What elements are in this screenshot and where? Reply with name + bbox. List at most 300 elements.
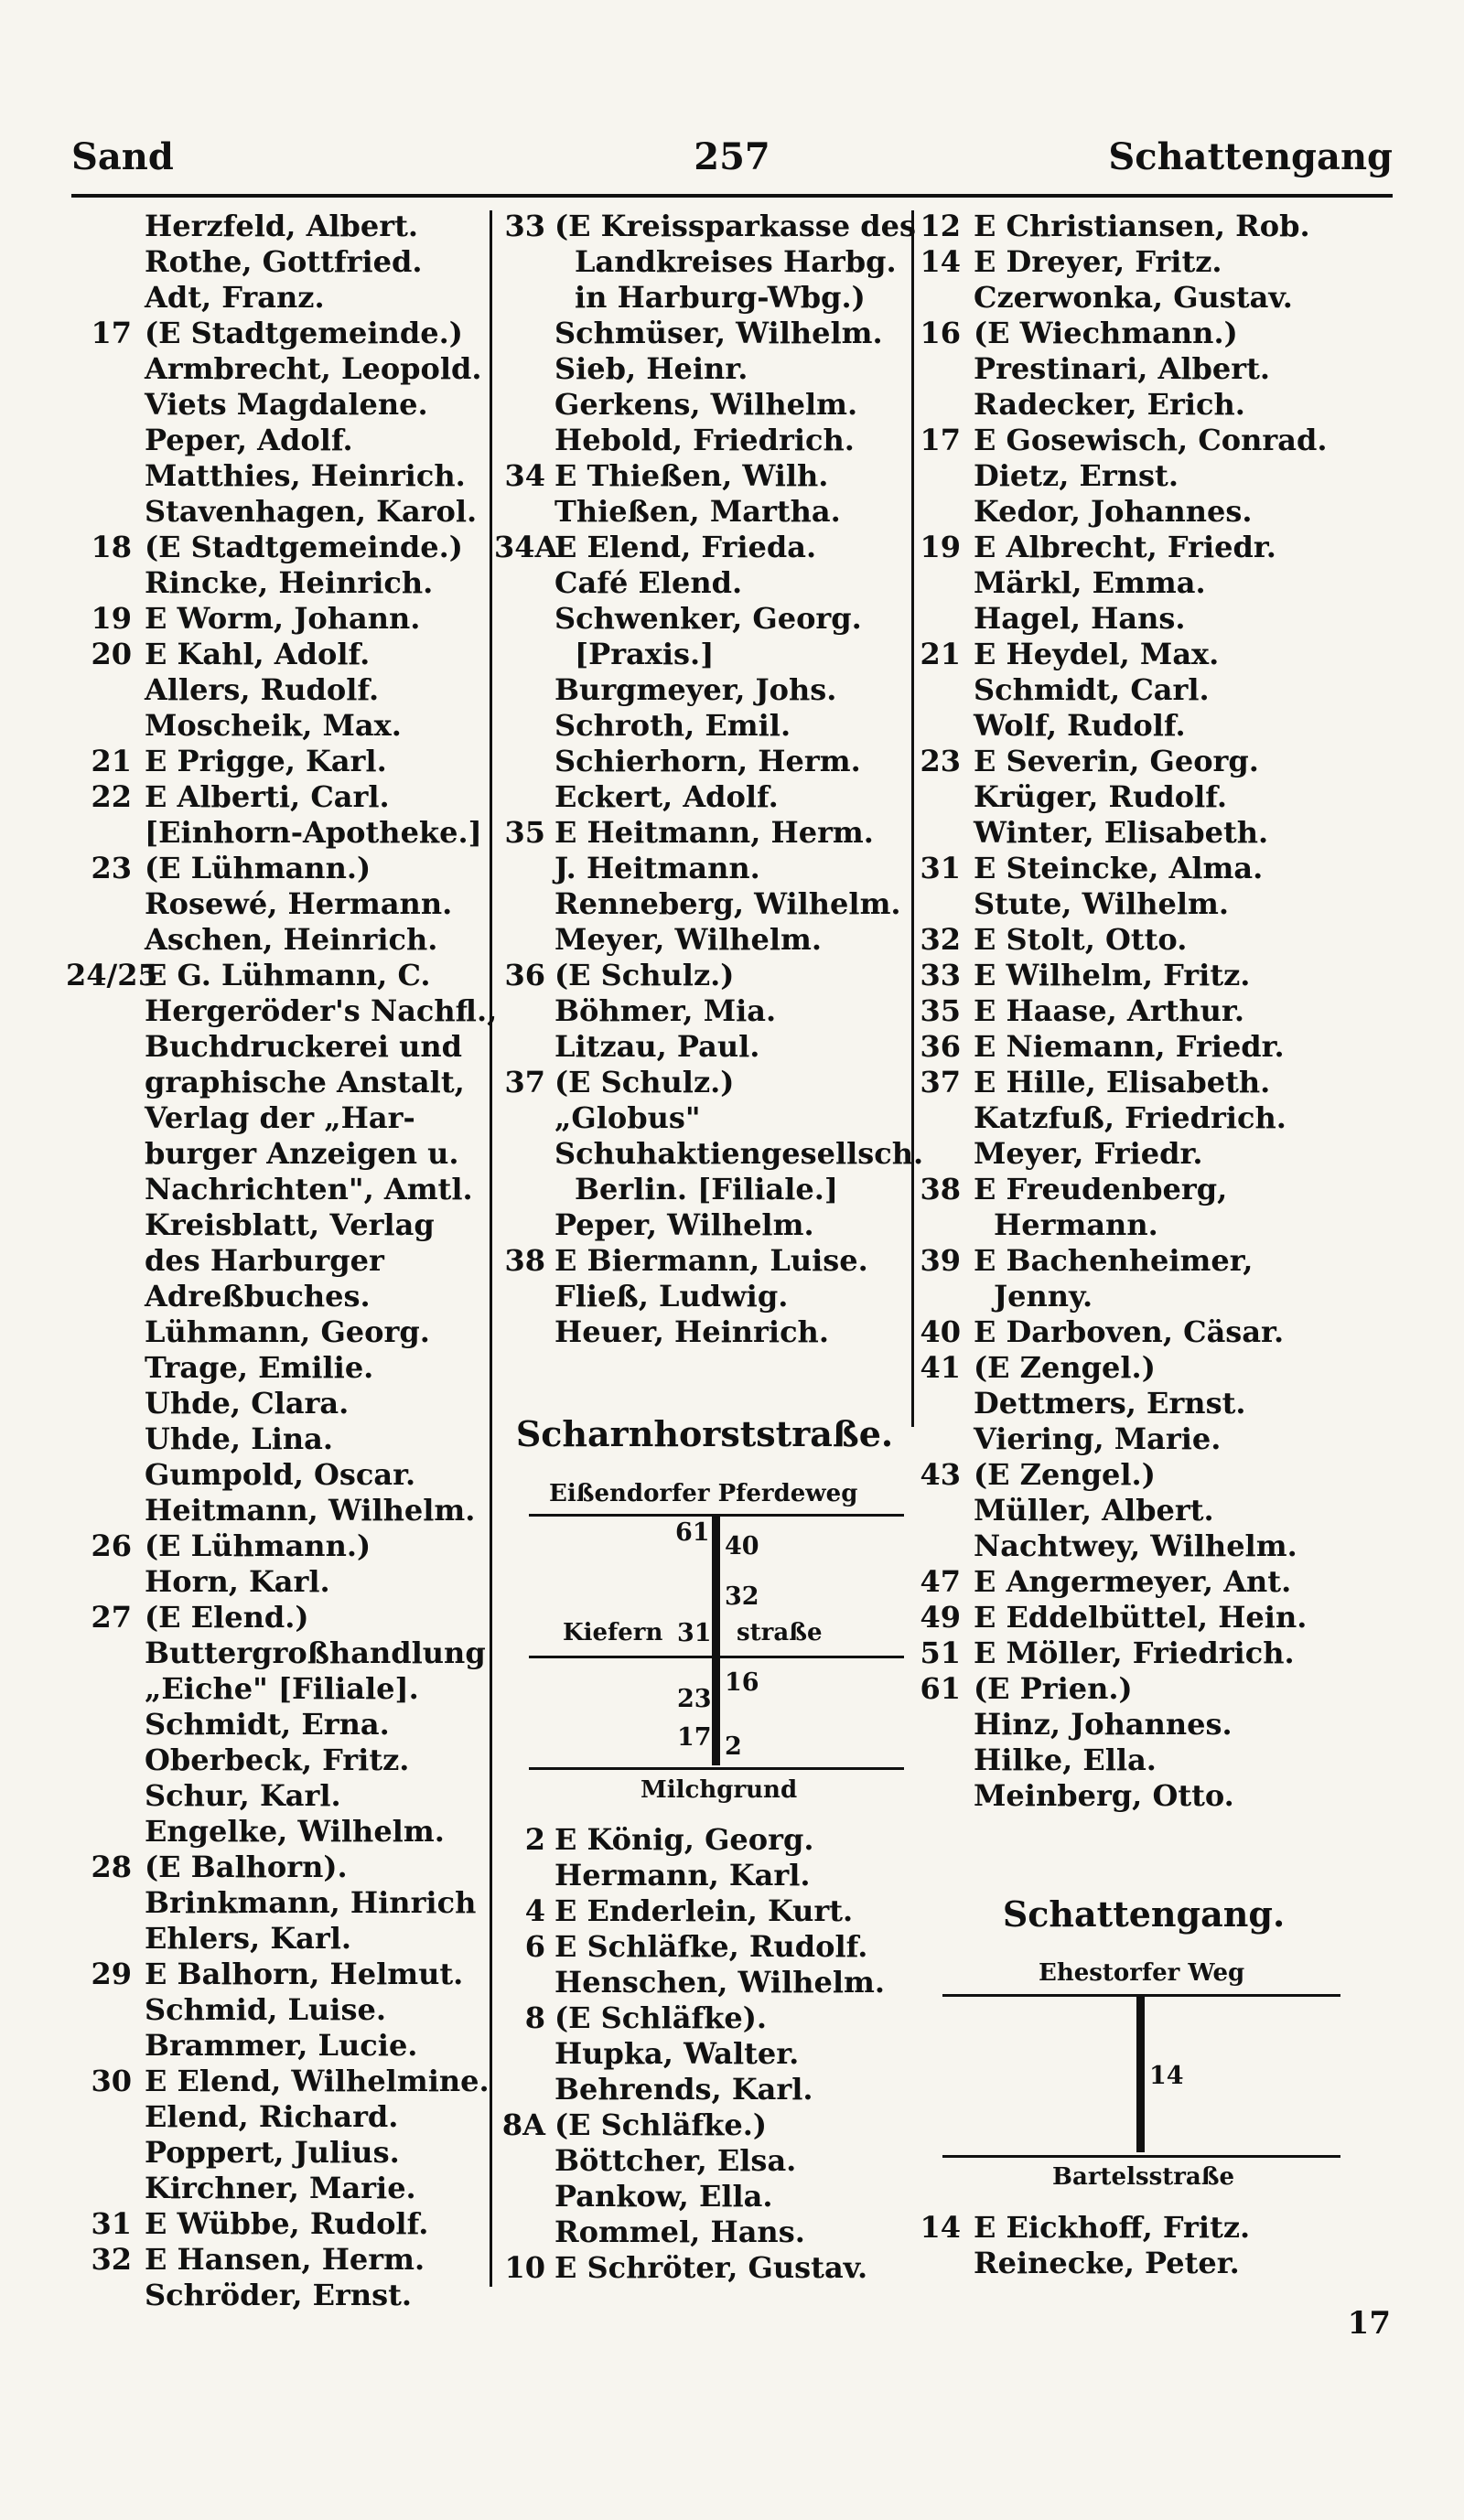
directory-entry — [494, 1279, 910, 1314]
column-2-lower — [494, 1822, 910, 2286]
house-number: 40 — [920, 1314, 961, 1349]
house-number: 31 — [91, 2206, 132, 2241]
resident-name: (E Stadtgemeinde.) — [145, 530, 463, 564]
scharnhorst-bottom-street: Milchgrund — [640, 1776, 798, 1804]
directory-entry — [66, 1814, 489, 1850]
directory-entry — [915, 2210, 1354, 2246]
directory-entry — [915, 922, 1354, 958]
directory-entry — [494, 779, 910, 815]
resident-name: Oberbeck, Fritz. — [145, 1743, 410, 1777]
resident-name: Prestinari, Albert. — [974, 351, 1271, 386]
directory-entry — [66, 1457, 489, 1493]
column-3-lower — [915, 2210, 1354, 2281]
resident-name: Schroth, Emil. — [554, 708, 791, 743]
directory-entry — [494, 958, 910, 993]
directory-entry — [494, 1207, 910, 1243]
directory-entry — [494, 458, 910, 494]
resident-name: E Wilhelm, Fritz. — [974, 958, 1251, 992]
directory-entry — [66, 779, 489, 815]
directory-entry — [494, 1893, 910, 1929]
house-number: 12 — [920, 209, 961, 243]
directory-entry — [494, 2250, 910, 2286]
house-number: 27 — [91, 1600, 132, 1635]
directory-entry — [66, 1493, 489, 1528]
directory-entry — [494, 2000, 910, 2036]
directory-entry — [66, 672, 489, 708]
resident-name: Reinecke, Peter. — [974, 2246, 1240, 2280]
house-number: 41 — [920, 1350, 961, 1385]
resident-name: (E Balhorn). — [145, 1850, 348, 1884]
directory-entry — [915, 458, 1354, 494]
directory-entry — [915, 1029, 1354, 1065]
resident-name: E Möller, Friedrich. — [974, 1635, 1295, 1670]
directory-entry — [494, 2072, 910, 2107]
resident-name: (E Schläfke). — [554, 2000, 767, 2035]
house-number: 33 — [920, 958, 961, 992]
directory-entry — [66, 2028, 489, 2064]
resident-name: Ehlers, Karl. — [145, 1921, 352, 1956]
directory-entry — [494, 2107, 910, 2143]
resident-name: Herzfeld, Albert. — [145, 209, 419, 243]
house-number: 32 — [725, 1582, 759, 1611]
resident-name: Hermann. — [994, 1207, 1158, 1242]
resident-name: E Albrecht, Friedr. — [974, 530, 1276, 564]
resident-name: Böttcher, Elsa. — [554, 2143, 797, 2178]
resident-name: Renneberg, Wilhelm. — [554, 886, 901, 921]
directory-entry — [66, 1314, 489, 1350]
resident-name: Kedor, Johannes. — [974, 494, 1253, 529]
directory-entry — [915, 1386, 1354, 1421]
resident-name: Engelke, Wilhelm. — [145, 1814, 445, 1849]
directory-entry — [66, 1921, 489, 1957]
resident-name: E Angermeyer, Ant. — [974, 1564, 1292, 1599]
scharnhorst-street-bar — [712, 1517, 720, 1765]
resident-name: E Worm, Johann. — [145, 601, 421, 636]
directory-entry — [915, 1600, 1354, 1635]
directory-entry — [66, 851, 489, 886]
resident-name: burger Anzeigen u. — [145, 1136, 459, 1171]
house-number: 24/25 — [66, 958, 158, 992]
resident-name: E Eddelbüttel, Hein. — [974, 1600, 1308, 1635]
resident-name: E Niemann, Friedr. — [974, 1029, 1285, 1064]
resident-name: E Christiansen, Rob. — [974, 209, 1310, 243]
directory-entry — [915, 280, 1354, 316]
resident-name: Uhde, Clara. — [145, 1386, 350, 1421]
resident-name: E Balhorn, Helmut. — [145, 1957, 464, 1991]
directory-entry — [66, 1065, 489, 1100]
resident-name: E Stolt, Otto. — [974, 922, 1188, 957]
resident-name: E Prigge, Karl. — [145, 744, 387, 778]
house-number: 31 — [677, 1619, 712, 1647]
directory-entry — [66, 2278, 489, 2313]
resident-name: Henschen, Wilhelm. — [554, 1965, 885, 2000]
directory-entry — [66, 922, 489, 958]
resident-name: Meyer, Friedr. — [974, 1136, 1203, 1171]
directory-entry — [494, 423, 910, 458]
resident-name: E Biermann, Luise. — [554, 1243, 868, 1278]
resident-name: (E Stadtgemeinde.) — [145, 316, 463, 350]
house-number: 17 — [920, 423, 961, 457]
resident-name: (E Kreissparkasse des — [554, 209, 917, 243]
directory-entry — [66, 2099, 489, 2135]
resident-name: E Heydel, Max. — [974, 637, 1220, 671]
resident-name: Hupka, Walter. — [554, 2036, 800, 2071]
schattengang-top-street: Ehestorfer Weg — [1039, 1959, 1245, 1987]
directory-entry — [494, 2214, 910, 2250]
column-divider-2 — [911, 210, 914, 1427]
directory-entry — [915, 637, 1354, 672]
directory-entry — [915, 1279, 1354, 1314]
footer-number: 17 — [1347, 2305, 1391, 2342]
house-number: 21 — [91, 744, 132, 778]
directory-entry — [915, 958, 1354, 993]
resident-name: graphische Anstalt, — [145, 1065, 465, 1099]
resident-name: E Dreyer, Fritz. — [974, 244, 1222, 279]
house-number: 17 — [677, 1723, 712, 1752]
directory-entry — [494, 280, 910, 316]
directory-entry — [66, 1885, 489, 1921]
house-number: 43 — [920, 1457, 961, 1492]
house-number: 38 — [920, 1172, 961, 1206]
directory-entry — [915, 744, 1354, 779]
resident-name: Pankow, Ella. — [554, 2179, 773, 2214]
directory-entry — [915, 1635, 1354, 1671]
directory-entry — [915, 1457, 1354, 1493]
directory-entry — [915, 2246, 1354, 2281]
resident-name: Hinz, Johannes. — [974, 1707, 1233, 1742]
resident-name: Burgmeyer, Johs. — [554, 672, 837, 707]
cross-street-line — [529, 1656, 904, 1658]
directory-entry — [66, 1172, 489, 1207]
directory-entry — [66, 1600, 489, 1635]
resident-name: Peper, Wilhelm. — [554, 1207, 814, 1242]
directory-entry — [494, 316, 910, 351]
resident-name: Verlag der „Har- — [145, 1100, 415, 1135]
house-number: 29 — [91, 1957, 132, 1991]
house-number: 31 — [920, 851, 961, 885]
house-number: 16 — [725, 1668, 759, 1697]
directory-entry — [66, 637, 489, 672]
directory-entry — [66, 280, 489, 316]
directory-entry — [494, 744, 910, 779]
directory-entry — [66, 1207, 489, 1243]
resident-name: Rommel, Hans. — [554, 2214, 805, 2249]
resident-name: E Eickhoff, Fritz. — [974, 2210, 1251, 2245]
directory-entry — [915, 1707, 1354, 1743]
resident-name: E Heitmann, Herm. — [554, 815, 874, 850]
resident-name: Uhde, Lina. — [145, 1421, 333, 1456]
resident-name: (E Schulz.) — [554, 958, 735, 992]
resident-name: Aschen, Heinrich. — [145, 922, 438, 957]
directory-entry — [494, 1858, 910, 1893]
house-number: 40 — [725, 1532, 759, 1560]
column-3 — [915, 209, 1354, 1814]
resident-name: „Eiche" [Filiale]. — [145, 1671, 419, 1706]
directory-entry — [915, 316, 1354, 351]
resident-name: Wolf, Rudolf. — [974, 708, 1186, 743]
house-number: 47 — [920, 1564, 961, 1599]
scharnhorst-top-street: Eißendorfer Pferdeweg — [549, 1480, 858, 1507]
directory-entry — [494, 815, 910, 851]
directory-entry — [494, 351, 910, 387]
resident-name: J. Heitmann. — [554, 851, 760, 885]
house-number: 51 — [920, 1635, 961, 1670]
directory-entry — [494, 1965, 910, 2000]
resident-name: Meyer, Wilhelm. — [554, 922, 823, 957]
resident-name: [Praxis.] — [575, 637, 715, 671]
house-number: 36 — [920, 1029, 961, 1064]
cross-street-right: straße — [737, 1619, 823, 1646]
directory-entry — [915, 387, 1354, 423]
column-2 — [494, 209, 924, 1350]
directory-entry — [494, 1243, 910, 1279]
directory-entry — [66, 601, 489, 637]
resident-name: Café Elend. — [554, 565, 743, 600]
directory-entry — [66, 1386, 489, 1421]
directory-entry — [494, 672, 910, 708]
resident-name: Nachtwey, Wilhelm. — [974, 1528, 1297, 1563]
resident-name: Kreisblatt, Verlag — [145, 1207, 435, 1242]
directory-entry — [915, 1528, 1354, 1564]
directory-entry — [66, 993, 498, 1029]
resident-name: „Globus" — [554, 1100, 701, 1135]
resident-name: Armbrecht, Leopold. — [145, 351, 482, 386]
directory-entry — [915, 672, 1354, 708]
directory-entry — [66, 423, 489, 458]
house-number: 61 — [675, 1518, 710, 1547]
house-number: 22 — [91, 779, 132, 814]
resident-name: Adreßbuches. — [145, 1279, 371, 1314]
directory-entry — [66, 958, 489, 993]
directory-entry — [915, 1743, 1354, 1778]
resident-name: E Bachenheimer, — [974, 1243, 1254, 1278]
resident-name: Moscheik, Max. — [145, 708, 402, 743]
scharnhorst-title: Scharnhorststraße. — [515, 1413, 894, 1454]
resident-name: E König, Georg. — [554, 1822, 814, 1857]
directory-entry — [66, 2206, 489, 2242]
resident-name: Peper, Adolf. — [145, 423, 353, 457]
directory-entry — [66, 244, 489, 280]
directory-entry — [915, 601, 1354, 637]
directory-entry — [66, 1350, 489, 1386]
directory-entry — [66, 530, 489, 565]
house-number: 37 — [920, 1065, 961, 1099]
directory-entry — [66, 1850, 489, 1885]
directory-entry — [494, 1172, 910, 1207]
directory-entry — [66, 494, 489, 530]
resident-name: Schierhorn, Herm. — [554, 744, 861, 778]
directory-entry — [494, 1136, 924, 1172]
resident-name: E Enderlein, Kurt. — [554, 1893, 854, 1928]
resident-name: Hilke, Ella. — [974, 1743, 1157, 1777]
resident-name: Schmüser, Wilhelm. — [554, 316, 883, 350]
resident-name: Stavenhagen, Karol. — [145, 494, 478, 529]
directory-entry — [915, 993, 1354, 1029]
directory-entry — [66, 1743, 489, 1778]
resident-name: Nachrichten", Amtl. — [145, 1172, 473, 1206]
resident-name: (E Lühmann.) — [145, 851, 371, 885]
resident-name: E Hille, Elisabeth. — [974, 1065, 1271, 1099]
house-number: 8 — [524, 2000, 545, 2035]
resident-name: (E Zengel.) — [974, 1457, 1156, 1492]
directory-entry — [494, 244, 910, 280]
directory-entry — [494, 494, 910, 530]
directory-entry — [494, 708, 910, 744]
directory-entry — [494, 601, 910, 637]
house-number: 39 — [920, 1243, 961, 1278]
directory-entry — [66, 886, 489, 922]
directory-entry — [494, 387, 910, 423]
resident-name: Berlin. [Filiale.] — [575, 1172, 838, 1206]
resident-name: Kirchner, Marie. — [145, 2171, 416, 2205]
resident-name: E Elend, Wilhelmine. — [145, 2064, 490, 2098]
directory-entry — [66, 1671, 489, 1707]
resident-name: Hebold, Friedrich. — [554, 423, 855, 457]
directory-entry — [66, 1243, 489, 1279]
directory-entry — [915, 209, 1354, 244]
directory-entry — [66, 1421, 489, 1457]
directory-entry — [66, 1528, 489, 1564]
directory-entry — [66, 565, 489, 601]
directory-entry — [915, 851, 1354, 886]
house-number: 32 — [91, 2242, 132, 2277]
directory-entry — [66, 1136, 489, 1172]
resident-name: Landkreises Harbg. — [575, 244, 897, 279]
resident-name: Dietz, Ernst. — [974, 458, 1179, 493]
house-number: 17 — [91, 316, 132, 350]
directory-entry — [915, 779, 1354, 815]
directory-entry — [915, 815, 1354, 851]
header-left: Sand — [71, 135, 174, 178]
resident-name: E Elend, Frieda. — [554, 530, 817, 564]
house-number: 20 — [91, 637, 132, 671]
resident-name: E Gosewisch, Conrad. — [974, 423, 1328, 457]
house-number: 37 — [504, 1065, 545, 1099]
directory-entry — [66, 2242, 489, 2278]
resident-name: Lühmann, Georg. — [145, 1314, 430, 1349]
schattengang-title: Schattengang. — [1002, 1893, 1286, 1935]
resident-name: E Freudenberg, — [974, 1172, 1228, 1206]
resident-name: (E Wiechmann.) — [974, 316, 1238, 350]
directory-entry — [66, 1957, 489, 1992]
directory-entry — [915, 1671, 1354, 1707]
directory-entry — [66, 708, 489, 744]
cross-street-left: Kiefern — [563, 1619, 663, 1646]
resident-name: Elend, Richard. — [145, 2099, 399, 2134]
header-right: Schattengang — [1108, 135, 1393, 178]
column-divider-1 — [490, 210, 492, 2287]
resident-name: Stute, Wilhelm. — [974, 886, 1230, 921]
resident-name: Märkl, Emma. — [974, 565, 1206, 600]
house-number: 4 — [524, 1893, 545, 1928]
house-number: 6 — [524, 1929, 545, 1964]
directory-entry — [915, 708, 1354, 744]
resident-name: Heuer, Heinrich. — [554, 1314, 829, 1349]
resident-name: E G. Lühmann, C. — [145, 958, 431, 992]
house-number: 33 — [504, 209, 545, 243]
house-number: 18 — [91, 530, 132, 564]
resident-name: E Kahl, Adolf. — [145, 637, 371, 671]
resident-name: E Hansen, Herm. — [145, 2242, 425, 2277]
resident-name: Schuhaktiengesellsch. — [554, 1136, 924, 1171]
directory-entry — [915, 351, 1354, 387]
resident-name: Heitmann, Wilhelm. — [145, 1493, 476, 1528]
directory-entry — [494, 993, 910, 1029]
directory-entry — [66, 1992, 489, 2028]
resident-name: Fließ, Ludwig. — [554, 1279, 789, 1314]
resident-name: Schröder, Ernst. — [145, 2278, 413, 2312]
house-number: 23 — [920, 744, 961, 778]
resident-name: Hergeröder's Nachfl., — [145, 993, 498, 1028]
directory-entry — [915, 1314, 1354, 1350]
house-number: 14 — [920, 244, 961, 279]
house-number: 19 — [920, 530, 961, 564]
resident-name: Trage, Emilie. — [145, 1350, 374, 1385]
directory-entry — [494, 851, 910, 886]
directory-entry — [494, 637, 910, 672]
resident-name: (E Schulz.) — [554, 1065, 735, 1099]
directory-entry — [915, 244, 1354, 280]
house-number: 23 — [677, 1685, 712, 1713]
resident-name: Rosewé, Hermann. — [145, 886, 453, 921]
directory-entry — [66, 1279, 489, 1314]
house-number: 14 — [1149, 2062, 1184, 2090]
column-1 — [66, 209, 498, 2313]
resident-name: Krüger, Rudolf. — [974, 779, 1227, 814]
resident-name: Viets Magdalene. — [145, 387, 428, 422]
resident-name: (E Prien.) — [974, 1671, 1133, 1706]
resident-name: in Harburg-Wbg.) — [575, 280, 866, 315]
resident-name: Eckert, Adolf. — [554, 779, 779, 814]
resident-name: Sieb, Heinr. — [554, 351, 748, 386]
house-number: 30 — [91, 2064, 132, 2098]
resident-name: Brinkmann, Hinrich — [145, 1885, 477, 1920]
resident-name: (E Elend.) — [145, 1600, 309, 1635]
resident-name: Poppert, Julius. — [145, 2135, 400, 2170]
resident-name: Schmid, Luise. — [145, 1992, 386, 2027]
directory-entry — [66, 1100, 489, 1136]
house-number: 38 — [504, 1243, 545, 1278]
directory-entry — [494, 1822, 910, 1858]
resident-name: E Schläfke, Rudolf. — [554, 1929, 868, 1964]
resident-name: Brammer, Lucie. — [145, 2028, 418, 2063]
house-number: 19 — [91, 601, 132, 636]
house-number: 61 — [920, 1671, 961, 1706]
directory-entry — [915, 494, 1354, 530]
schattengang-bottom-line — [942, 2155, 1340, 2158]
directory-entry — [66, 2135, 489, 2171]
resident-name: Jenny. — [994, 1279, 1093, 1314]
resident-name: [Einhorn-Apotheke.] — [145, 815, 482, 850]
house-number: 16 — [920, 316, 961, 350]
page-number: 257 — [694, 135, 770, 178]
directory-entry — [66, 1778, 489, 1814]
resident-name: Hagel, Hans. — [974, 601, 1186, 636]
resident-name: Litzau, Paul. — [554, 1029, 760, 1064]
resident-name: Thießen, Martha. — [554, 494, 841, 529]
directory-entry — [66, 744, 489, 779]
directory-entry — [494, 565, 910, 601]
directory-entry — [915, 1778, 1354, 1814]
resident-name: E Severin, Georg. — [974, 744, 1259, 778]
directory-entry — [66, 351, 489, 387]
resident-name: Hermann, Karl. — [554, 1858, 811, 1893]
directory-entry — [915, 1564, 1354, 1600]
directory-entry — [494, 1929, 910, 1965]
directory-entry — [66, 209, 489, 244]
directory-entry — [915, 1100, 1354, 1136]
directory-entry — [494, 1029, 910, 1065]
